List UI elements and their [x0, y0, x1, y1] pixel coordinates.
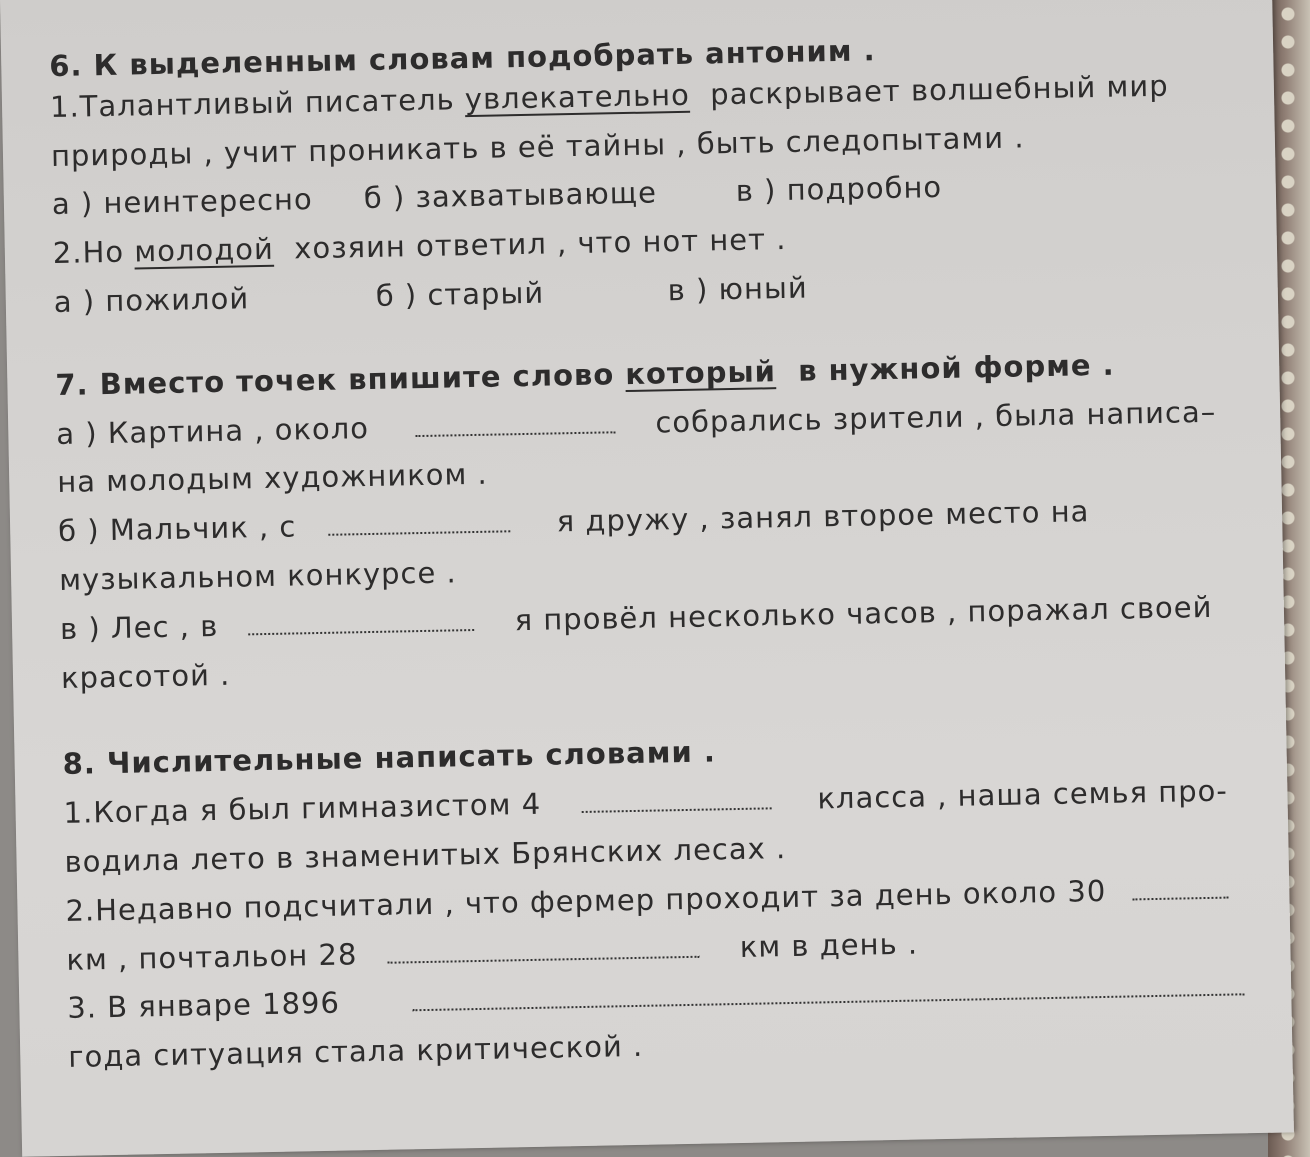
- answer-blank[interactable]: [248, 605, 474, 635]
- question-6-2-suffix: хозяин ответил , что нот нет .: [293, 222, 787, 266]
- item-7c-suffix: я провёл несколько часов , поражал своей: [514, 589, 1213, 637]
- answer-blank[interactable]: [1132, 872, 1228, 900]
- question-8-2-line2-suffix: км в день .: [739, 926, 919, 964]
- question-8-3: [67, 969, 1251, 1027]
- item-7a-prefix: а ) Картина , около: [56, 410, 370, 451]
- question-6-1-prefix: 1.Талантливый писатель: [49, 82, 455, 124]
- item-7a: [56, 394, 1240, 452]
- item-7c: [60, 589, 1244, 647]
- item-7b-suffix: я дружу , занял второе место на: [556, 494, 1090, 539]
- item-7b-line2: музыкальном конкурсе .: [58, 555, 458, 597]
- question-8-1-line2: водила лето в знаменитых Брянских лесах .: [64, 831, 787, 879]
- answer-blank[interactable]: [387, 931, 699, 963]
- option-c: в ) подробно: [735, 170, 943, 209]
- question-6-2: [53, 213, 1237, 271]
- section-7-title-prefix: 7. Вместо точек впишите слово: [55, 357, 615, 402]
- question-6-2-prefix: 2.Но: [52, 234, 125, 271]
- section-6-title: 6. К выделенным словам подобрать антоним .: [48, 33, 876, 84]
- item-7c-line2: красотой .: [60, 657, 231, 695]
- question-8-3-prefix: 3. В январе 1896: [67, 986, 341, 1026]
- section-7-title: [55, 345, 1239, 403]
- item-7b: [58, 491, 1242, 549]
- question-6-1-line2: природы , учит проникать в её тайны , быть следопытами .: [50, 119, 1025, 173]
- question-8-1-prefix: 1.Когда я был гимназистом 4: [63, 786, 542, 831]
- section-7-title-suffix: в нужной форме .: [797, 347, 1115, 388]
- highlighted-word: молодой: [133, 231, 275, 269]
- question-6-1-options: [52, 165, 1236, 223]
- section-8-title: 8. Числительные написать словами .: [62, 734, 717, 782]
- item-7a-suffix: собрались зрители , была написа–: [655, 394, 1217, 440]
- section-8: [62, 725, 1252, 1075]
- question-6-2-options: [53, 262, 1237, 320]
- question-6-1-suffix: раскрывает волшебный мир: [709, 68, 1169, 112]
- option-c: в ) юный: [667, 270, 808, 308]
- question-8-2: [65, 871, 1249, 929]
- option-b: б ) захватывающе: [363, 175, 658, 216]
- question-8-1-suffix: класса , наша семья про-: [817, 773, 1229, 816]
- question-8-2-line2-prefix: км , почтальон 28: [66, 936, 358, 977]
- highlighted-word: увлекательно: [464, 77, 691, 116]
- highlighted-word: который: [624, 353, 777, 391]
- item-7a-line2: на молодым художником .: [56, 457, 489, 500]
- question-8-1: [63, 773, 1247, 831]
- question-8-2-line2: [66, 920, 1250, 978]
- answer-blank[interactable]: [581, 784, 771, 814]
- question-8-2-prefix: 2.Недавно подсчитали , что фермер проходит за день около 30: [65, 873, 1107, 928]
- option-a: а ) неинтересно: [51, 182, 313, 222]
- section-7: [55, 345, 1245, 695]
- answer-blank[interactable]: [415, 407, 615, 437]
- answer-blank[interactable]: [412, 970, 1244, 1012]
- answer-blank[interactable]: [328, 506, 510, 535]
- option-b: б ) старый: [375, 275, 545, 313]
- item-7b-prefix: б ) Мальчик , с: [57, 509, 297, 549]
- option-a: а ) пожилой: [53, 281, 250, 320]
- question-8-3-line2: года ситуация стала критической .: [67, 1028, 644, 1075]
- item-7c-prefix: в ) Лес , в: [59, 608, 219, 646]
- section-6: [49, 26, 1238, 319]
